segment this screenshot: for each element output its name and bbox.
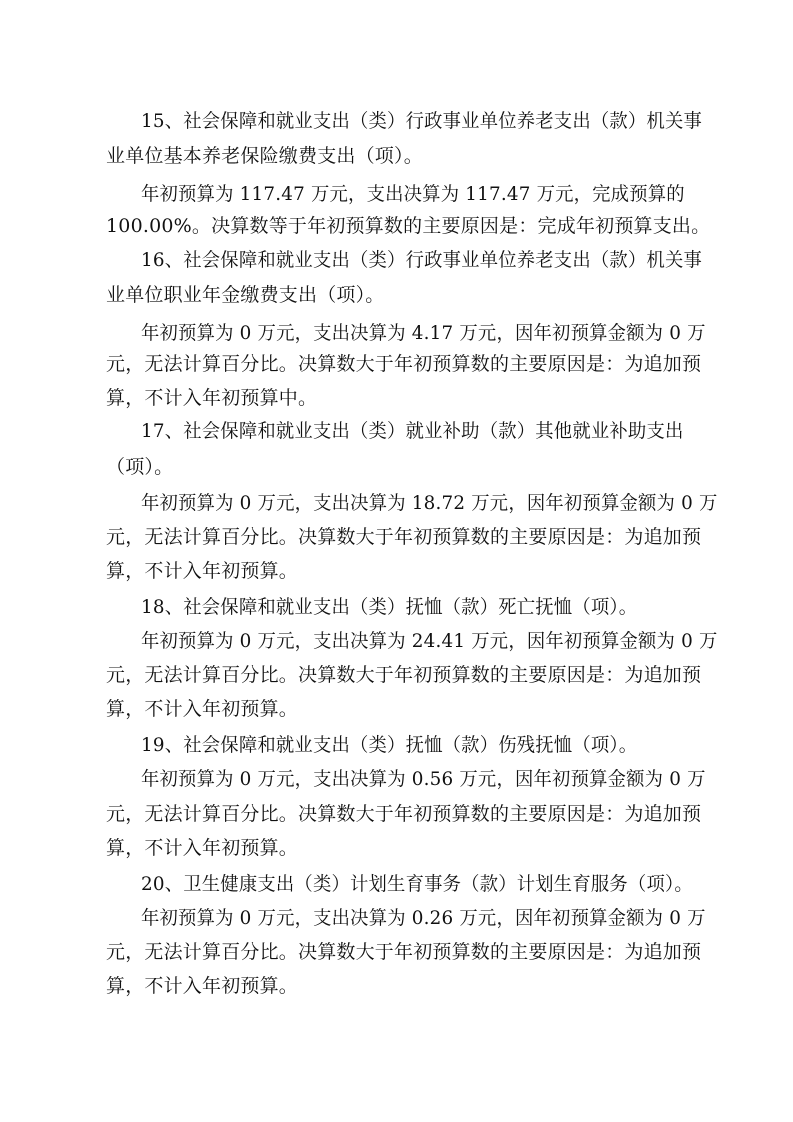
item-19-body-line-1: 年初预算为 0 万元，支出决算为 0.56 万元，因年初预算金额为 0 万 — [141, 768, 706, 790]
item-15-heading-line-2: 业单位基本养老保险缴费支出（项）。 — [106, 145, 423, 167]
item-16-body-line-2: 元，无法计算百分比。决算数大于年初预算数的主要原因是：为追加预 — [106, 353, 702, 375]
item-17-heading-line-1: 17、社会保障和就业支出（类）就业补助（款）其他就业补助支出 — [141, 420, 684, 442]
item-19-body-line-2: 元，无法计算百分比。决算数大于年初预算数的主要原因是：为追加预 — [106, 803, 702, 825]
item-15-heading-line-1: 15、社会保障和就业支出（类）行政事业单位养老支出（款）机关事 — [141, 110, 703, 132]
item-17-body-line-2: 元，无法计算百分比。决算数大于年初预算数的主要原因是：为追加预 — [106, 526, 702, 548]
item-20-heading: 20、卫生健康支出（类）计划生育事务（款）计划生育服务（项）。 — [141, 873, 693, 895]
item-16-heading-line-1: 16、社会保障和就业支出（类）行政事业单位养老支出（款）机关事 — [141, 249, 703, 271]
item-20-body-line-1: 年初预算为 0 万元，支出决算为 0.26 万元，因年初预算金额为 0 万 — [141, 907, 706, 929]
item-19-heading: 19、社会保障和就业支出（类）抚恤（款）伤残抚恤（项）。 — [141, 734, 638, 756]
item-15-body-line-1: 年初预算为 117.47 万元，支出决算为 117.47 万元，完成预算的 — [141, 183, 685, 205]
item-18-body-line-3: 算，不计入年初预算。 — [106, 698, 299, 720]
item-20-body-line-2: 元，无法计算百分比。决算数大于年初预算数的主要原因是：为追加预 — [106, 941, 702, 963]
item-18-body-line-2: 元，无法计算百分比。决算数大于年初预算数的主要原因是：为追加预 — [106, 664, 702, 686]
item-18-body-line-1: 年初预算为 0 万元，支出决算为 24.41 万元，因年初预算金额为 0 万 — [141, 630, 718, 652]
item-17-body-line-1: 年初预算为 0 万元，支出决算为 18.72 万元，因年初预算金额为 0 万 — [141, 492, 718, 514]
item-17-heading-line-2: （项）。 — [106, 456, 174, 478]
item-20-body-line-3: 算，不计入年初预算。 — [106, 975, 299, 997]
item-17-body-line-3: 算，不计入年初预算。 — [106, 560, 299, 582]
item-16-body-line-1: 年初预算为 0 万元，支出决算为 4.17 万元，因年初预算金额为 0 万 — [141, 322, 706, 344]
item-16-heading-line-2: 业单位职业年金缴费支出（项）。 — [106, 284, 385, 306]
item-16-body-line-3: 算，不计入年初预算中。 — [106, 387, 318, 409]
item-18-heading: 18、社会保障和就业支出（类）抚恤（款）死亡抚恤（项）。 — [141, 596, 638, 618]
item-19-body-line-3: 算，不计入年初预算。 — [106, 837, 299, 859]
item-15-body-line-2: 100.00%。决算数等于年初预算数的主要原因是：完成年初预算支出。 — [106, 215, 711, 237]
